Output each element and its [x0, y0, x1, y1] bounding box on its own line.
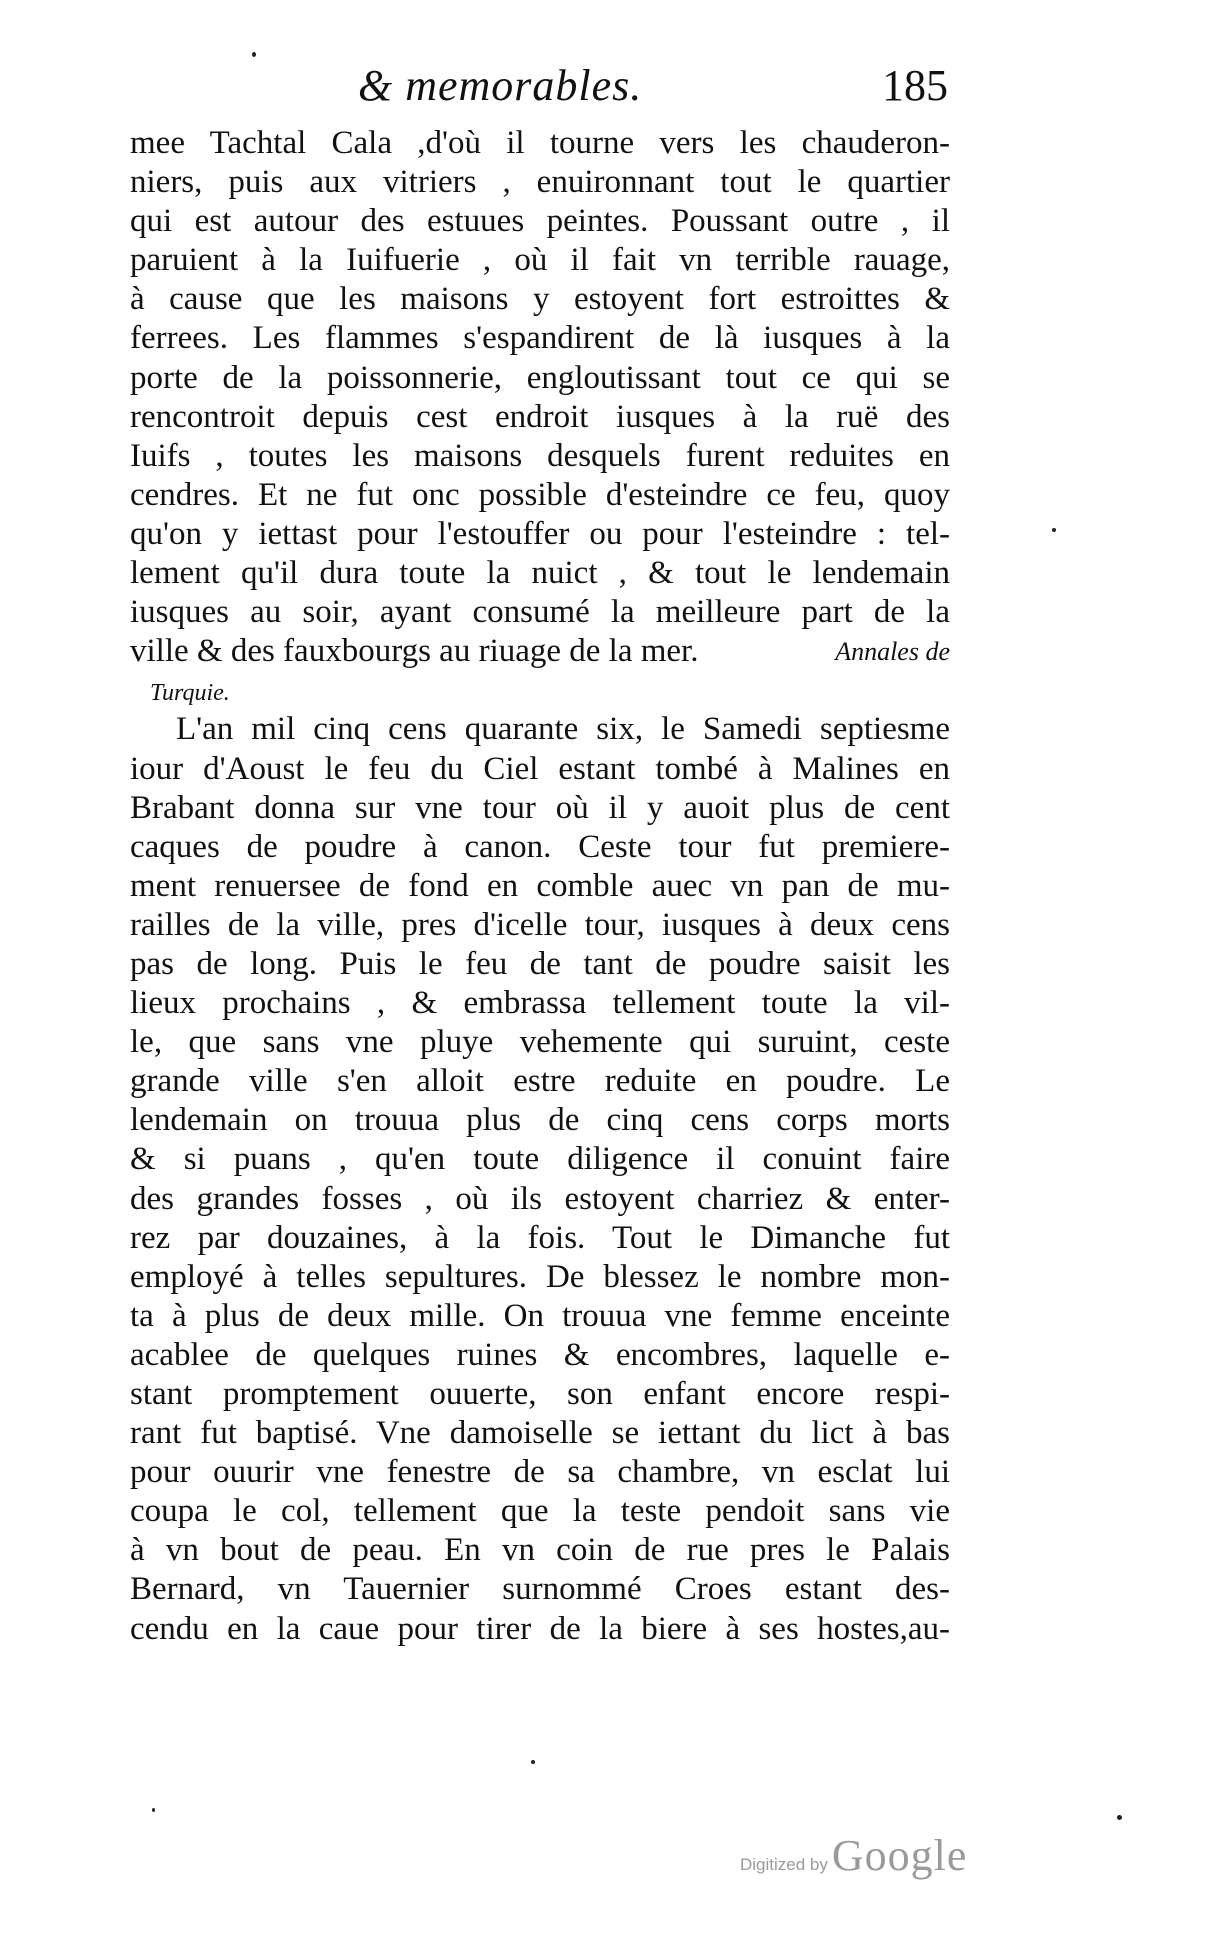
text-line: paruient à la Iuifuerie , où il fait vn terrible rauage, — [130, 242, 950, 279]
text-line: cendu en la caue pour tirer de la biere à ses hostes,au- — [130, 1610, 950, 1647]
text-line: qu'on y iettast pour l'estouffer ou pour l'esteindre : tel- — [130, 515, 950, 552]
text-line: ferrees. Les flammes s'espandirent de là iusques à la — [130, 320, 950, 357]
text-line: rencontroit depuis cest endroit iusques à la ruë des — [130, 398, 950, 435]
text-line: iour d'Aoust le feu du Ciel estant tombé à Malines en — [130, 750, 950, 787]
text-line: iusques au soir, ayant consumé la meilleure part de la — [130, 594, 950, 631]
text-line: le, que sans vne pluye vehemente qui suruint, ceste — [130, 1024, 950, 1061]
print-speck — [152, 1808, 155, 1812]
text-line: ta à plus de deux mille. On trouua vne femme enceinte — [130, 1297, 950, 1334]
text-line: railles de la ville, pres d'icelle tour, iusques à deux cens — [130, 906, 950, 943]
print-speck — [531, 1760, 535, 1764]
text-line: pas de long. Puis le feu de tant de poudre saisit les — [130, 945, 950, 982]
page-number: 185 — [882, 61, 948, 110]
print-speck — [1117, 1815, 1122, 1820]
page-header — [358, 60, 948, 124]
text-line: pour ouurir vne fenestre de sa chambre, vn esclat lui — [130, 1454, 950, 1491]
print-speck — [252, 52, 256, 57]
text-line: stant promptement ouuerte, son enfant encore respi- — [130, 1376, 950, 1412]
body-text — [130, 124, 950, 1649]
text-line: à vn bout de peau. En vn coin de rue pres le Palais — [130, 1532, 950, 1569]
text-line: ville & des fauxbourgs au riuage de la mer. — [130, 633, 699, 670]
text-line: Bernard, vn Tauernier surnommé Croes estant des- — [130, 1571, 950, 1608]
text-line: lendemain on trouua plus de cinq cens corps morts — [130, 1102, 950, 1139]
text-line: L'an mil cinq cens quarante six, le Samedi septiesme — [176, 711, 950, 748]
text-line: niers, puis aux vitriers , enuironnant tout le quartier — [130, 164, 950, 201]
source-citation-continued: Turquie. — [150, 680, 230, 707]
text-line: acablee de quelques ruines & encombres, laquelle e- — [130, 1336, 950, 1373]
text-line-with-source — [130, 632, 950, 671]
text-line: & si puans , qu'en toute diligence il conuint faire — [130, 1141, 950, 1178]
text-line: qui est autour des estuues peintes. Poussant outre , il — [130, 203, 950, 240]
text-line: coupa le col, tellement que la teste pendoit sans vie — [130, 1493, 950, 1530]
text-line: cendres. Et ne fut onc possible d'esteindre ce feu, quoy — [130, 476, 950, 513]
text-line: lieux prochains , & embrassa tellement toute la vil- — [130, 985, 950, 1022]
text-line: mee Tachtal Cala ,d'où il tourne vers les chauderon- — [130, 125, 950, 161]
source-citation: Annales de — [835, 637, 950, 667]
text-line: lement qu'il dura toute la nuict , & tout le lendemain — [130, 555, 950, 592]
text-line: porte de la poissonnerie, engloutissant tout ce qui se — [130, 359, 950, 396]
source-continuation-line — [130, 671, 950, 710]
digitization-watermark — [740, 1830, 967, 1890]
text-line: à cause que les maisons y estoyent fort estroittes & — [130, 281, 950, 318]
text-line: Brabant donna sur vne tour où il y auoit plus de cent — [130, 789, 950, 826]
text-line: rez par douzaines, à la fois. Tout le Dimanche fut — [130, 1219, 950, 1256]
text-line: grande ville s'en alloit estre reduite en poudre. Le — [130, 1063, 950, 1100]
watermark-prefix: Digitized by — [740, 1855, 828, 1874]
text-line: employé à telles sepultures. De blessez le nombre mon- — [130, 1258, 950, 1295]
running-title: & memorables. — [358, 61, 643, 110]
watermark-brand: Google — [831, 1831, 968, 1880]
text-line: Iuifs , toutes les maisons desquels furent reduites en — [130, 437, 950, 474]
text-line: caques de poudre à canon. Ceste tour fut premiere- — [130, 828, 950, 865]
print-speck — [1052, 528, 1056, 532]
text-line: ment renuersee de fond en comble auec vn pan de mu- — [130, 867, 950, 904]
text-line: rant fut baptisé. Vne damoiselle se iettant du lict à bas — [130, 1415, 950, 1452]
text-line: des grandes fosses , où ils estoyent charriez & enter- — [130, 1180, 950, 1217]
